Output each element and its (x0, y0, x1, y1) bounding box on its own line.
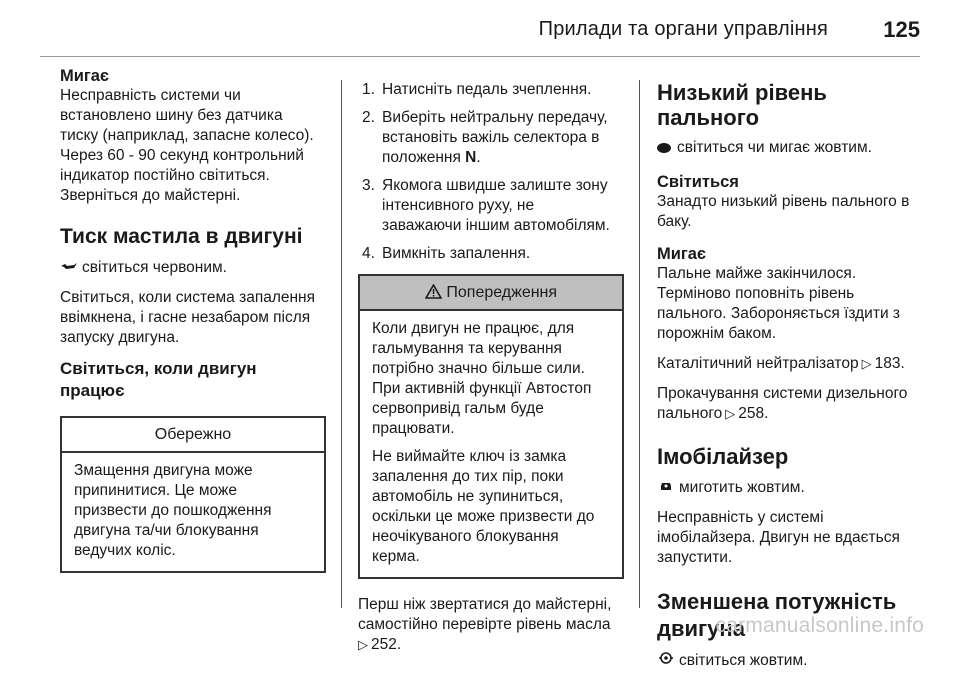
text-line: гальмування та керування (372, 340, 562, 357)
page-number: 125 (883, 17, 920, 42)
column-divider-2 (639, 80, 640, 608)
list-item (358, 80, 624, 100)
text-line: запустити. (657, 549, 733, 566)
step-number: 1. (362, 81, 375, 98)
caution-box (60, 416, 326, 573)
watermark: carmanualsonline.info (715, 614, 924, 637)
oil-description (60, 288, 326, 348)
text-line: Виберіть нейтральну передачу, (382, 109, 608, 126)
text-line: заважаючи іншим автомобілям. (382, 217, 610, 234)
column-2 (358, 80, 624, 665)
fuel-dot-icon (657, 143, 671, 153)
text-line: сервопривід гальм буде (372, 400, 544, 417)
text-line: призвести до пошкодження (74, 502, 272, 519)
text-line: запуску двигуна. (60, 329, 180, 346)
text-line: працювати. (372, 420, 455, 437)
page-reference-link[interactable]: 258. (738, 405, 769, 422)
text-line: працює (60, 381, 125, 400)
warning-box (358, 274, 624, 579)
blink-paragraph (60, 86, 326, 206)
text-line: встановіть важіль селектора в (382, 129, 600, 146)
list-item (358, 244, 624, 264)
text-line: двигуна та/чи блокування (74, 522, 259, 539)
page-reference-arrow-icon: ▷ (725, 406, 736, 421)
text-line: Світиться, коли система запалення (60, 289, 316, 306)
list-item (358, 176, 624, 236)
text-line: положення (382, 149, 466, 166)
immobilizer-indicator-line (657, 477, 929, 498)
text-line: Вимкніть запалення. (382, 245, 531, 262)
text-line: пального. Забороняється їздити з (657, 305, 901, 322)
low-fuel-heading: Низький рівень пального (657, 80, 827, 130)
steps-list (358, 80, 624, 264)
caution-title: Обережно (62, 418, 324, 453)
immobilizer-indicator-text: миготить жовтим. (679, 479, 805, 496)
text-line: імобілайзера. Двигун не вдається (657, 529, 900, 546)
text-line: Коли двигун не працює, для (372, 320, 575, 337)
text-line: Світиться, коли двигун (60, 359, 257, 378)
column-3 (657, 80, 929, 681)
text-line: двигуна (657, 616, 745, 641)
text-line: баку. (657, 213, 692, 230)
catalyst-reference (657, 354, 929, 374)
blink-subheading: Мигає (60, 67, 110, 85)
engine-gear-icon (657, 650, 675, 670)
text-line: інтенсивного руху, не (382, 197, 535, 214)
oil-indicator-line (60, 257, 326, 278)
column-1 (60, 66, 326, 573)
engine-running-heading (60, 358, 326, 402)
text-line: При активній функції Автостоп (372, 380, 592, 397)
text-line: Через 60 - 90 секунд контрольний (60, 147, 304, 164)
reduced-power-indicator-line (657, 650, 929, 671)
text-line: Терміново поповніть рівень (657, 285, 855, 302)
text-line: індикатор постійно світиться. (60, 167, 270, 184)
blink-paragraph (657, 264, 929, 344)
text-line: ведучих коліс. (74, 542, 176, 559)
warning-header (360, 276, 622, 311)
warning-paragraph-1 (372, 319, 612, 439)
text-line: встановлено шину без датчика (60, 107, 283, 124)
fuel-indicator-line (657, 138, 929, 158)
fuel-bleed-reference (657, 384, 929, 424)
page-reference-link[interactable]: 252. (371, 636, 402, 653)
text-line: самостійно перевірте рівень масла (358, 616, 611, 633)
text-line: Зверніться до майстерні. (60, 187, 241, 204)
chapter-title: Прилади та органи управління (538, 18, 828, 40)
gear-position-n: N (465, 149, 477, 166)
step-number: 4. (362, 245, 375, 262)
text-line: неочікуваного блокування (372, 528, 559, 545)
text-line: оскільки це може призвести до (372, 508, 595, 525)
text-line: Занадто низький рівень пального в (657, 193, 910, 210)
text-line: Несправність системи чи (60, 87, 241, 104)
text-line: . (476, 149, 481, 166)
page-reference-arrow-icon: ▷ (358, 637, 368, 652)
text-line: Перш ніж звертатися до майстерні, (358, 596, 612, 613)
text-line: Змащення двигуна може (74, 462, 253, 479)
list-item (358, 108, 624, 168)
text-line: тиску (наприклад, запасне колесо). (60, 127, 314, 144)
text-line: порожнім баком. (657, 325, 777, 342)
text-line: припинитися. Це може (74, 482, 237, 499)
lit-subheading: Світиться (657, 173, 739, 191)
column-divider-1 (341, 80, 342, 608)
oil-indicator-text: світиться червоним. (82, 259, 227, 276)
text-line: автомобіль не зупиниться, (372, 488, 564, 505)
warning-title: Попередження (446, 284, 558, 301)
warning-triangle-icon (425, 284, 446, 301)
header-divider (40, 56, 920, 57)
reduced-power-indicator-text: світиться жовтим. (679, 652, 808, 669)
immobilizer-paragraph (657, 508, 929, 568)
text-line: потрібно значно більше сили. (372, 360, 585, 377)
immobilizer-heading: Імобілайзер (657, 444, 789, 469)
step-number: 3. (362, 177, 375, 194)
text-line: Зменшена потужність (657, 589, 897, 614)
text-line: Каталітичний нейтралізатор (657, 355, 859, 372)
page-reference-link[interactable]: 183. (874, 355, 905, 372)
oil-pressure-heading: Тиск мастила в двигуні (60, 225, 303, 248)
step-number: 2. (362, 109, 375, 126)
warning-paragraph-2 (372, 447, 612, 567)
text-line: ввімкнена, і гасне незабаром після (60, 309, 311, 326)
text-line: Прокачування системи дизельного (657, 385, 908, 402)
page-header (0, 0, 960, 48)
text-line: Пальне майже закінчилося. (657, 265, 857, 282)
warning-body (360, 311, 622, 577)
text-line: Несправність у системі (657, 509, 824, 526)
car-key-icon (657, 477, 675, 497)
text-line: Натисніть педаль зчеплення. (382, 81, 592, 98)
text-line: пального (657, 405, 723, 422)
oil-can-icon (60, 257, 78, 277)
text-line: Якомога швидше залиште зону (382, 177, 608, 194)
fuel-indicator-text: світиться чи мигає жовтим. (677, 139, 872, 156)
caution-body (62, 453, 324, 571)
text-line: керма. (372, 548, 420, 565)
text-line: Не виймайте ключ із замка (372, 448, 567, 465)
check-oil-paragraph (358, 595, 624, 655)
blink-subheading: Мигає (657, 245, 707, 263)
page-reference-arrow-icon: ▷ (861, 356, 872, 371)
text-line: запалення до тих пір, поки (372, 468, 564, 485)
lit-paragraph (657, 192, 929, 232)
